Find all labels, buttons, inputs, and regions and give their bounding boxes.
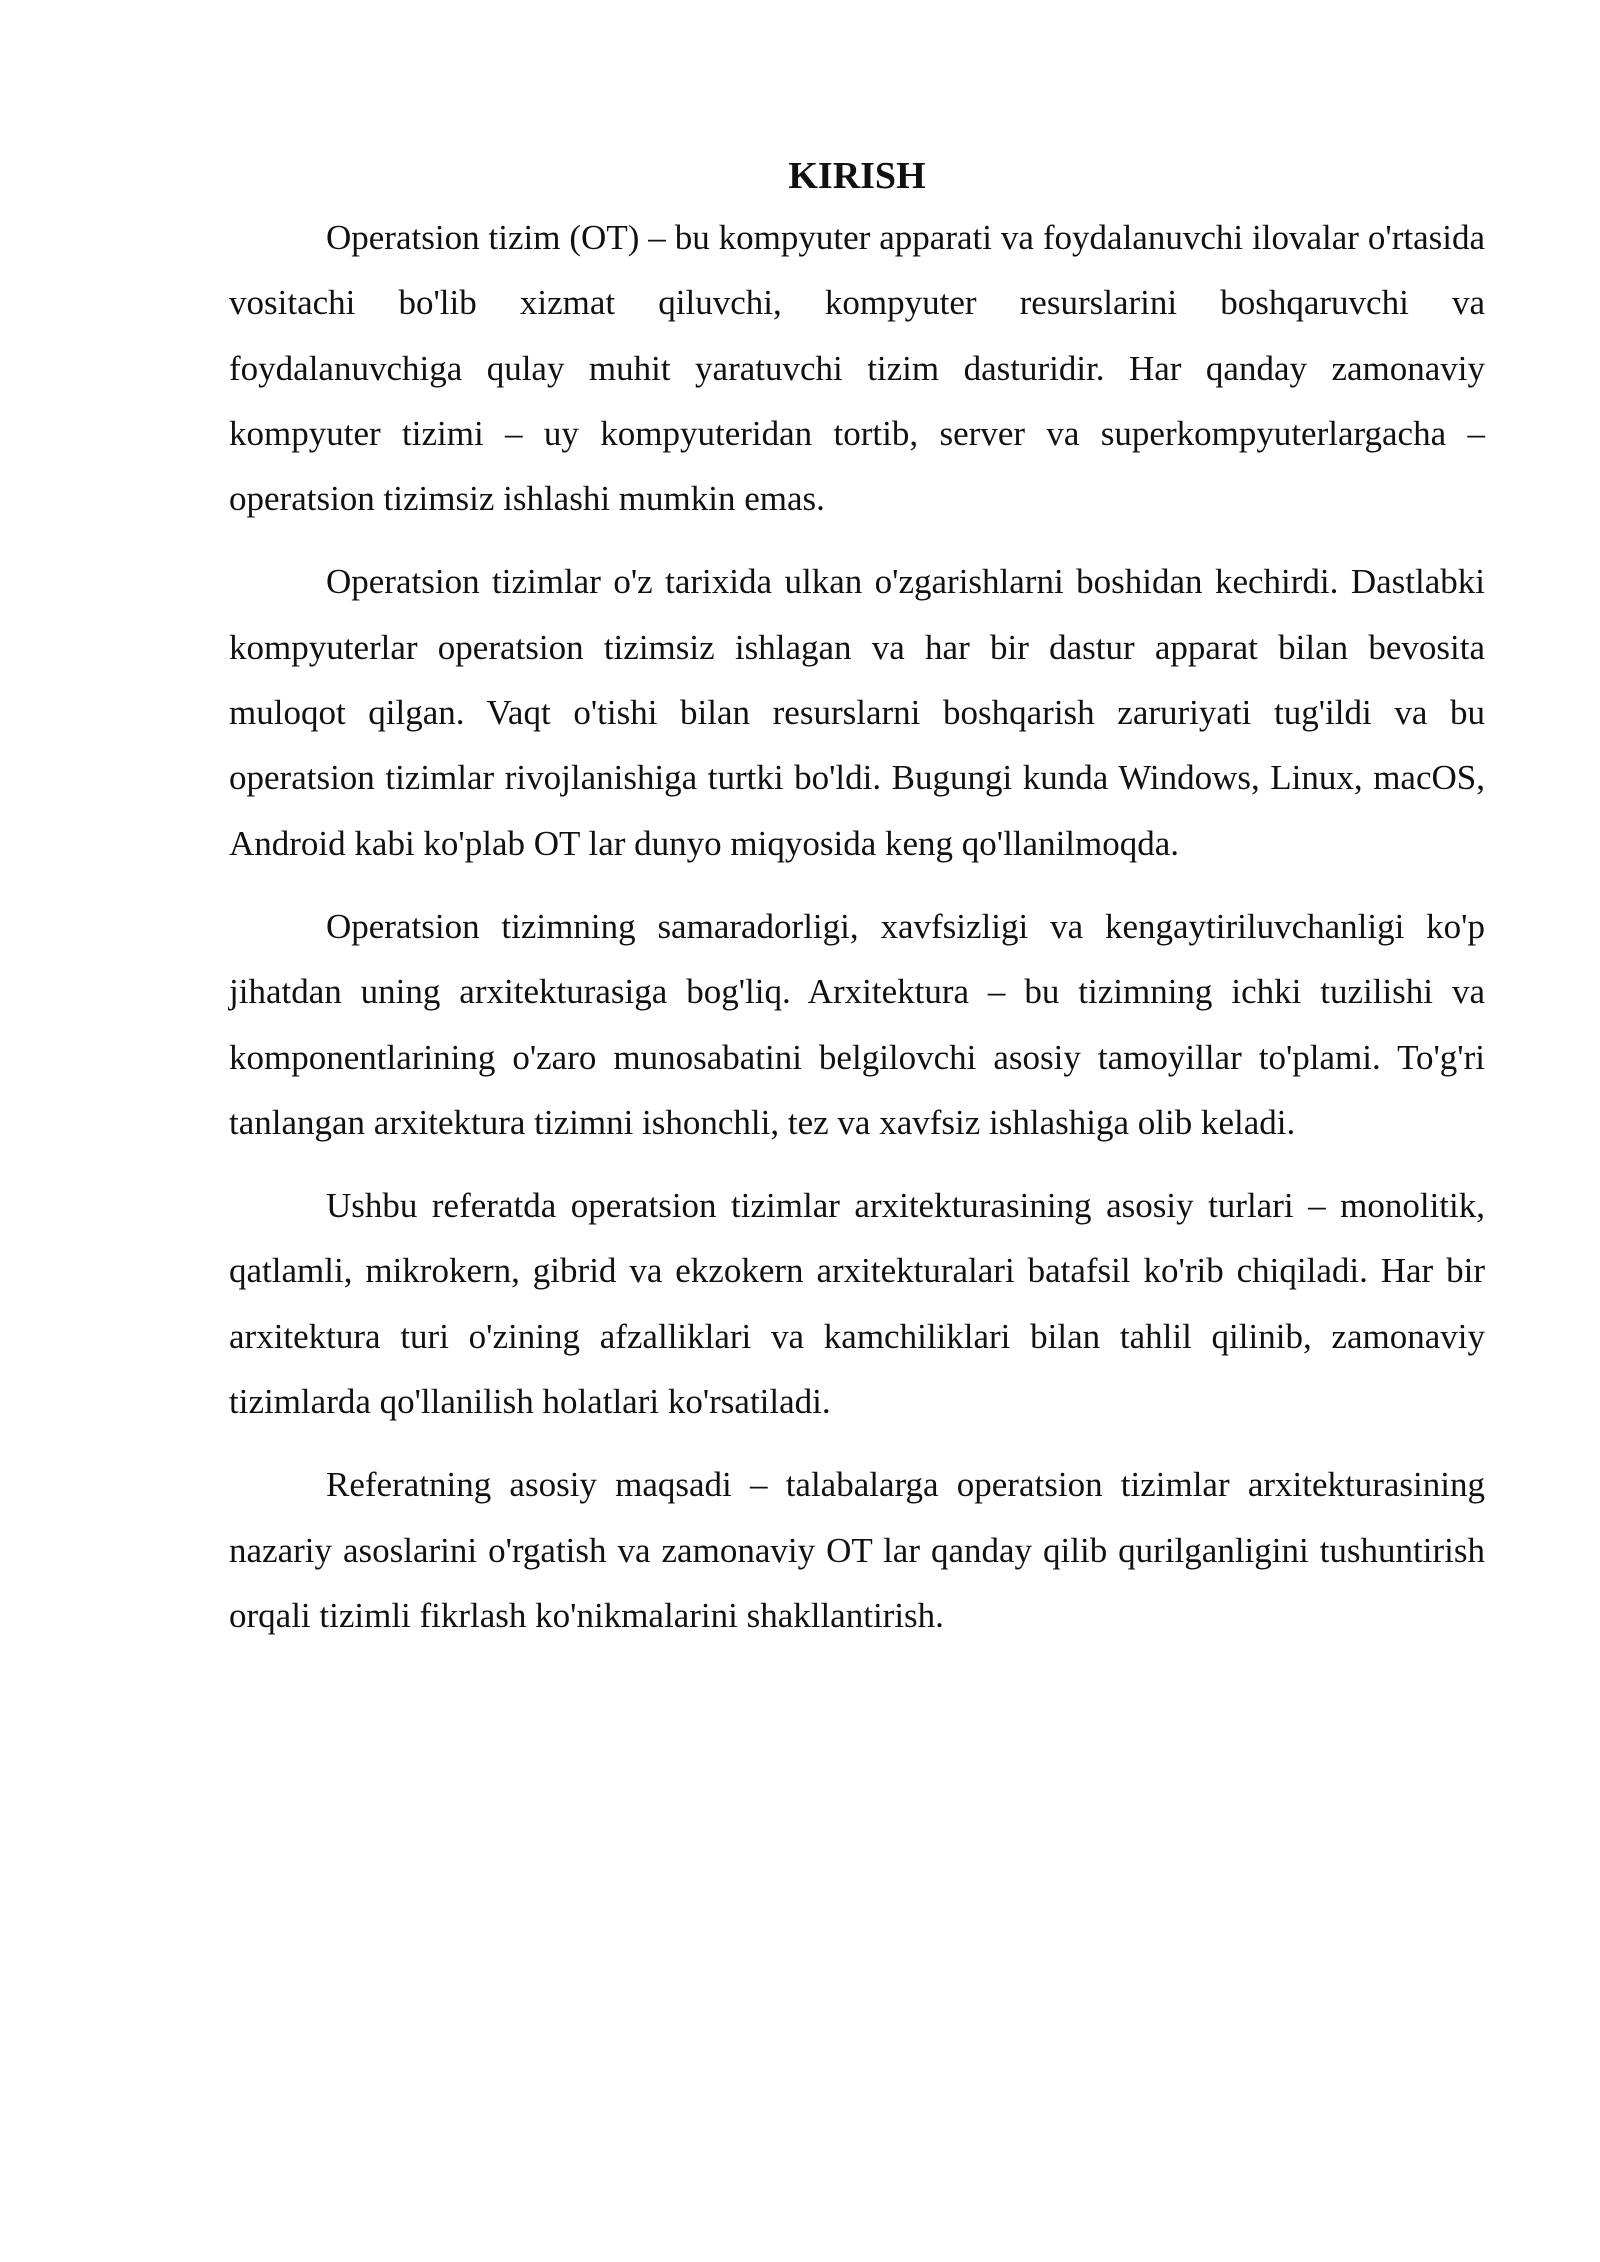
section-title: KIRISH	[788, 155, 926, 197]
paragraph-5: Referatning asosiy maqsadi – talabalarga operatsion tizimlar arxitekturasining nazariy asoslarini o'rgatish va zamonaviy OT lar qanday qilib qurilganligini tushuntirish orqali tizimli fikrlash ko'nikmalarini shakllantirish.	[229, 1465, 1485, 1635]
paragraph-2: Operatsion tizimlar o'z tarixida ulkan o'zgarishlarni boshidan kechirdi. Dastlabki kompyuterlar operatsion tizimsiz ishlagan va har bir dastur apparat bilan bevosita muloqot qilgan. Vaqt o'tishi bilan resurslarni boshqarish zaruriyati tug'ildi va bu operatsion tizimlar rivojlanishiga turtki bo'ldi. Bugungi kunda Windows, Linux, macOS, Android kabi ko'plab OT lar dunyo miqyosida keng qo'llanilmoqda.	[229, 562, 1485, 863]
document-body	[229, 148, 1485, 1666]
paragraph-1: Operatsion tizim (OT) – bu kompyuter apparati va foydalanuvchi ilovalar o'rtasida vositachi bo'lib xizmat qiluvchi, kompyuter resurslarini boshqaruvchi va foydalanuvchiga qulay muhit yaratuvchi tizim dasturidir. Har qanday zamonaviy kompyuter tizimi – uy kompyuteridan tortib, server va superkompyuterlargacha – operatsion tizimsiz ishlashi mumkin emas.	[229, 218, 1485, 519]
paragraph-3: Operatsion tizimning samaradorligi, xavfsizligi va kengaytiriluvchanligi ko'p jihatdan uning arxitekturasiga bog'liq. Arxitektura – bu tizimning ichki tuzilishi va komponentlarining o'zaro munosabatini belgilovchi asosiy tamoyillar to'plami. To'g'ri tanlangan arxitektura tizimni ishonchli, tez va xavfsiz ishlashiga olib keladi.	[229, 906, 1485, 1142]
paragraph-4: Ushbu referatda operatsion tizimlar arxitekturasining asosiy turlari – monolitik, qatlamli, mikrokern, gibrid va ekzokern arxitekturalari batafsil ko'rib chiqiladi. Har bir arxitektura turi o'zining afzalliklari va kamchiliklari bilan tahlil qilinib, zamonaviy tizimlarda qo'llanilish holatlari ko'rsatiladi.	[229, 1186, 1485, 1422]
